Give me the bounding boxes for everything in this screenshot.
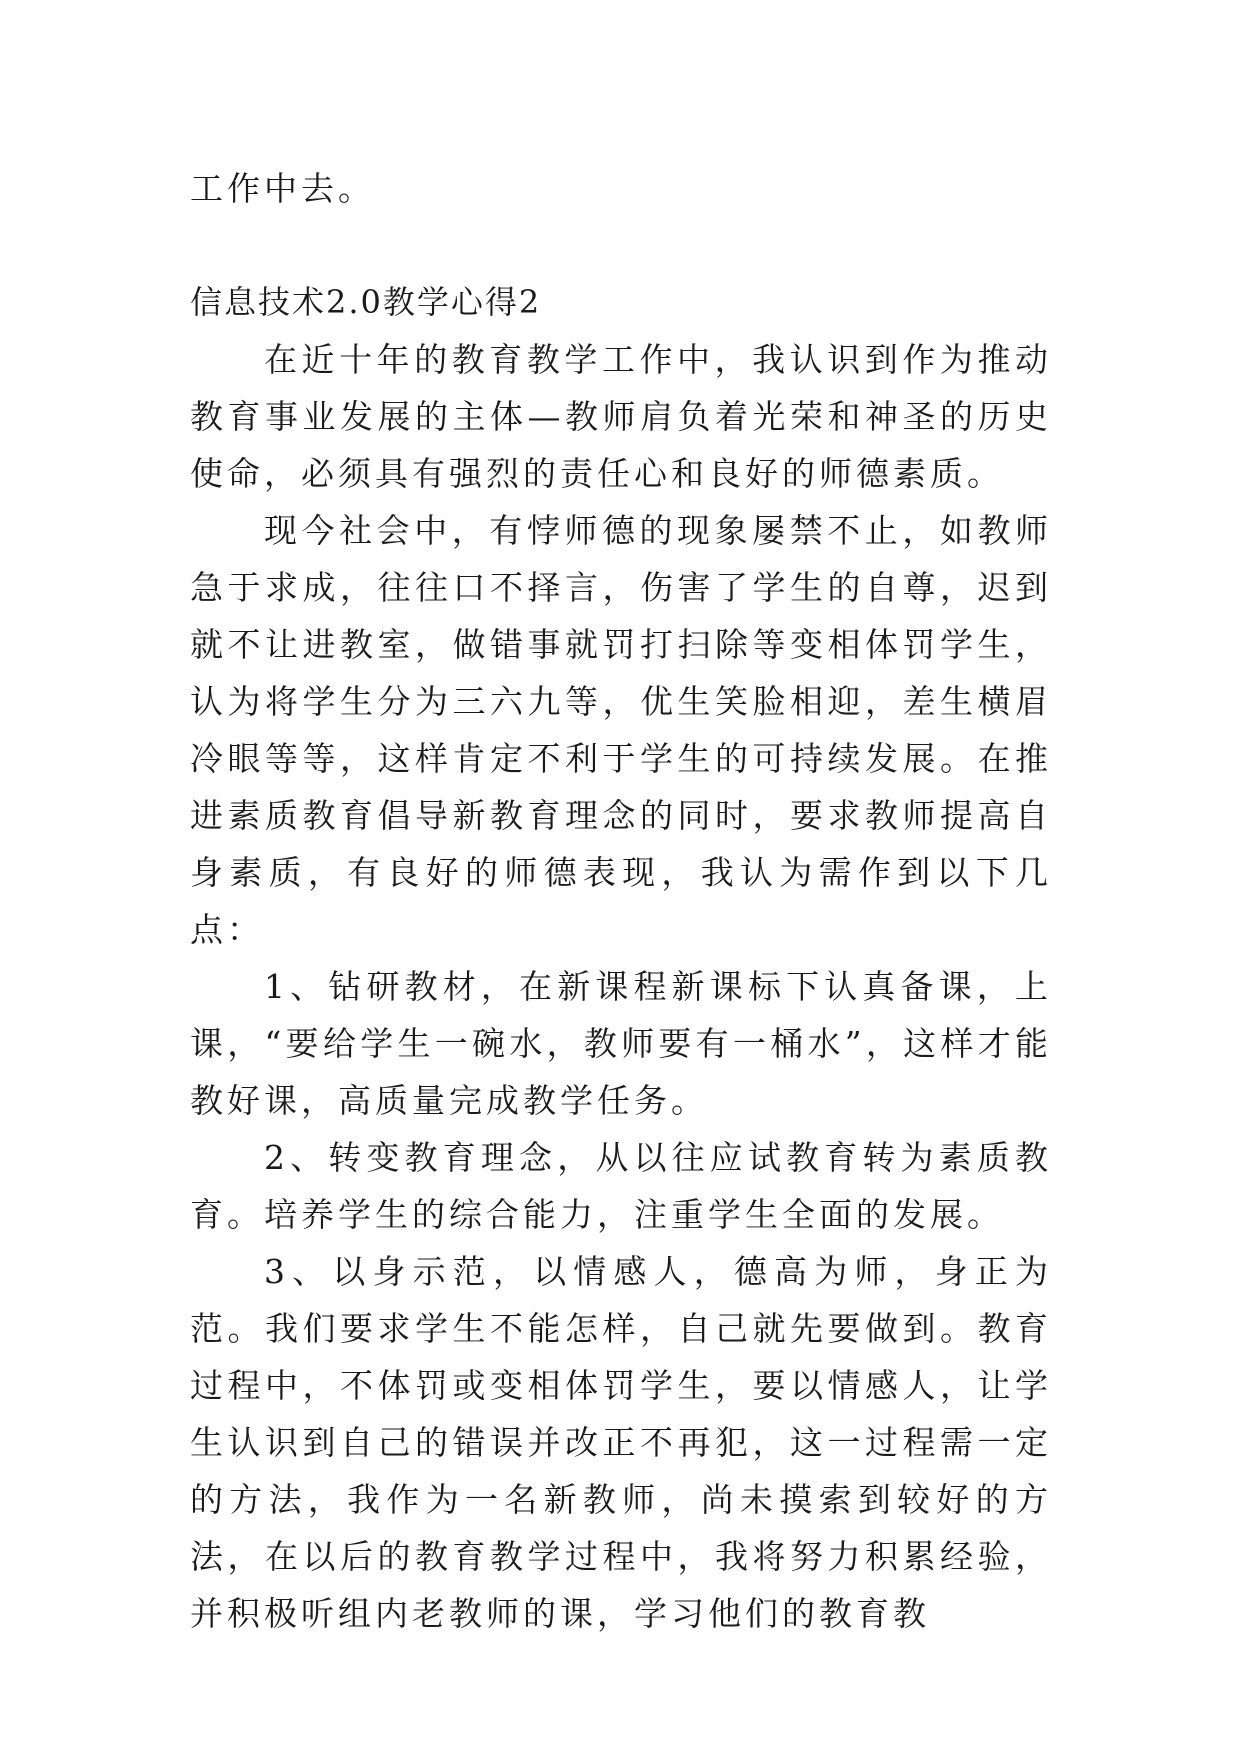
paragraph-point-1: 1、钻研教材，在新课程新课标下认真备课，上课，“要给学生一碗水，教师要有一桶水”，这样才能教好课，高质量完成教学任务。 xyxy=(190,967,1052,1120)
paragraph-intro: 在近十年的教育教学工作中，我认识到作为推动教育事业发展的主体—教师肩负着光荣和神圣的历史使命，必须具有强烈的责任心和良好的师德素质。 xyxy=(190,340,1052,493)
paragraph-point-2: 2、转变教育理念，从以往应试教育转为素质教育。培养学生的综合能力，注重学生全面的发展。 xyxy=(190,1138,1052,1234)
section-heading: 信息技术2.0教学心得2 xyxy=(190,283,542,321)
paragraph-point-3: 3、以身示范，以情感人，德高为师，身正为范。我们要求学生不能怎样，自己就先要做到。教育过程中，不体罚或变相体罚学生，要以情感人，让学生认识到自己的错误并改正不再犯，这一过程需一定的方法，我作为一名新教师，尚未摸索到较好的方法，在以后的教育教学过程中，我将努力积累经验，并积极听组内老教师的课，学习他们的教育教 xyxy=(190,1252,1052,1633)
lead-fragment: 工作中去。 xyxy=(190,169,375,208)
document-body xyxy=(190,160,1052,1642)
paragraph-ethics: 现今社会中，有悖师德的现象屡禁不止，如教师急于求成，往往口不择言，伤害了学生的自尊，迟到就不让进教室，做错事就罚打扫除等变相体罚学生，认为将学生分为三六九等，优生笑脸相迎，差生横眉冷眼等等，这样肯定不利于学生的可持续发展。在推进素质教育倡导新教育理念的同时，要求教师提高自身素质，有良好的师德表现，我认为需作到以下几点： xyxy=(190,511,1052,949)
